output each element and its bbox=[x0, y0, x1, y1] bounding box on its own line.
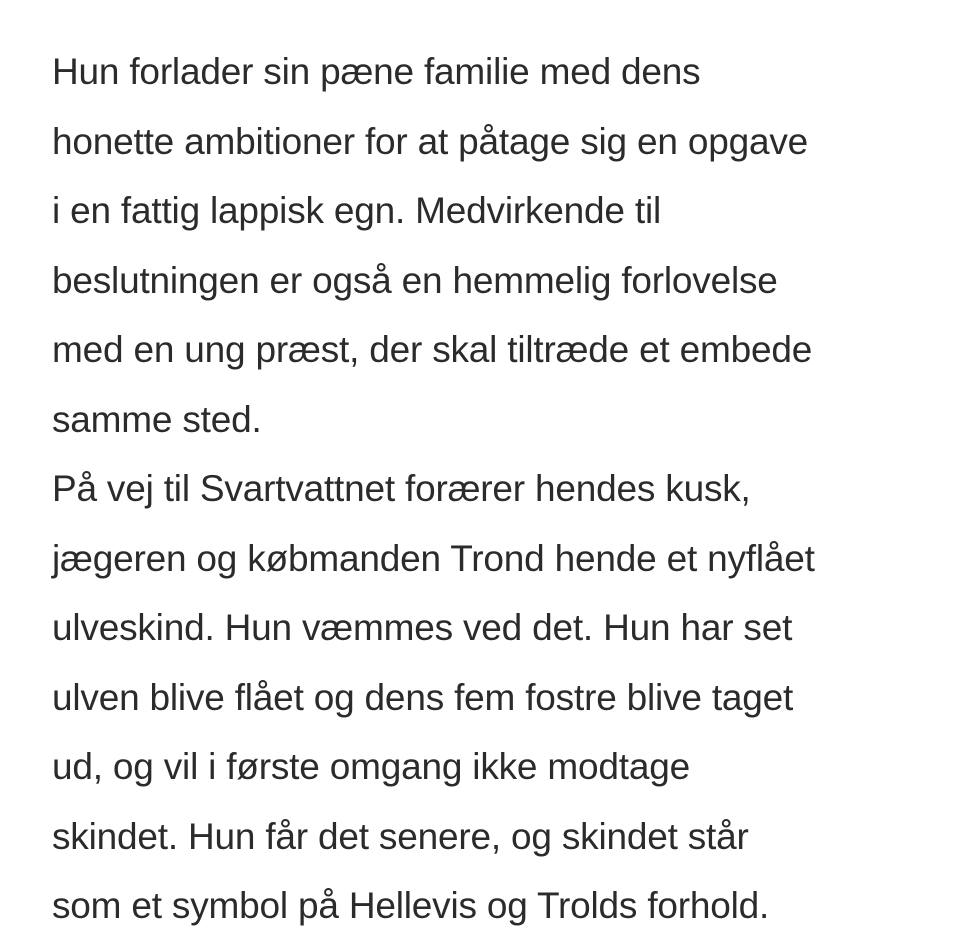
text-line: Hun forlader sin pæne familie med dens bbox=[52, 51, 701, 92]
text-line: ulveskind. Hun væmmes ved det. Hun har set bbox=[52, 607, 793, 648]
text-line: med en ung præst, der skal tiltræde et embede bbox=[52, 329, 813, 370]
text-line: beslutningen er også en hemmelig forlovelse bbox=[52, 259, 778, 301]
text-line: jægeren og købmanden Trond hende et nyflået bbox=[52, 537, 815, 579]
text-line: honette ambitioner for at påtage sig en opgave bbox=[52, 120, 809, 162]
text-line: skindet. Hun får det senere, og skindet står bbox=[52, 815, 749, 857]
text-line: På vej til Svartvattnet forærer hendes kusk, bbox=[52, 468, 751, 509]
text-line: i en fattig lappisk egn. Medvirkende til bbox=[52, 190, 662, 231]
text-line: ulven blive flået og dens fem fostre blive taget bbox=[52, 676, 794, 718]
text-line: som et symbol på Hellevis og Trolds forhold. bbox=[52, 885, 770, 926]
text-line: ud, og vil i første omgang ikke modtage bbox=[52, 746, 690, 787]
text-line: samme sted. bbox=[52, 398, 262, 440]
body-text bbox=[52, 37, 952, 941]
